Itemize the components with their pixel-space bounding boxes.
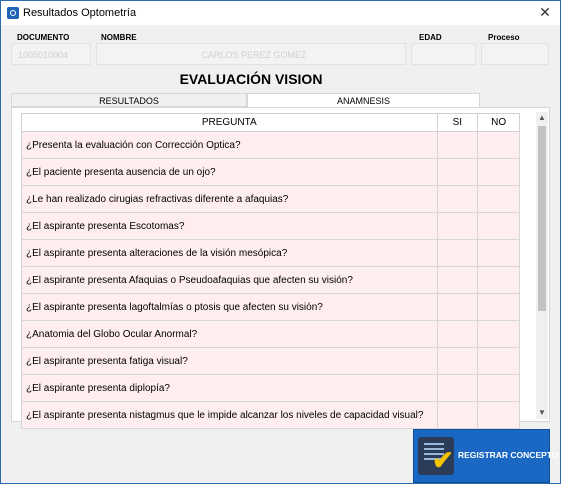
table-row [22,186,520,213]
si-checkbox-cell[interactable] [437,348,478,375]
window-title: Resultados Optometría [23,7,137,19]
question-cell: ¿Anatomia del Globo Ocular Anormal? [22,321,438,348]
title-bar [1,1,560,25]
no-checkbox-cell[interactable] [478,267,520,294]
table-row [22,348,520,375]
table-row [22,240,520,267]
si-checkbox-cell[interactable] [437,321,478,348]
no-checkbox-cell[interactable] [478,159,520,186]
registrar-concepto-label: REGISTRAR CONCEPTO [458,450,559,460]
app-icon [7,7,19,19]
close-icon[interactable]: ✕ [539,4,551,20]
table-row [22,294,520,321]
no-checkbox-cell[interactable] [478,294,520,321]
column-header-no: NO [478,114,520,132]
tab-resultados[interactable]: RESULTADOS [11,93,247,107]
si-checkbox-cell[interactable] [437,267,478,294]
table-row [22,159,520,186]
si-checkbox-cell[interactable] [437,240,478,267]
no-checkbox-cell[interactable] [478,213,520,240]
question-cell: ¿El aspirante presenta fatiga visual? [22,348,438,375]
scroll-up-icon[interactable]: ▲ [538,113,546,122]
question-cell: ¿Le han realizado cirugias refractivas diferente a afaquias? [22,186,438,213]
question-cell: ¿Presenta la evaluación con Corrección Optica? [22,132,438,159]
column-header-si: SI [437,114,478,132]
table-row [22,321,520,348]
documento-field[interactable]: 1005010004 [11,43,91,65]
tab-anamnesis[interactable]: ANAMNESIS [247,93,480,107]
table-row [22,132,520,159]
table-row [22,267,520,294]
no-checkbox-cell[interactable] [478,132,520,159]
question-cell: ¿El aspirante presenta Escotomas? [22,213,438,240]
vertical-scrollbar[interactable] [536,112,548,419]
anamnesis-panel [11,107,550,422]
edad-label: EDAD [419,33,442,42]
proceso-field[interactable] [481,43,549,65]
question-cell: ¿El aspirante presenta diplopía? [22,375,438,402]
registrar-concepto-button[interactable] [413,429,559,483]
no-checkbox-cell[interactable] [478,186,520,213]
si-checkbox-cell[interactable] [437,402,478,429]
checklist-icon: ✔ [418,437,454,475]
question-cell: ¿El paciente presenta ausencia de un ojo? [22,159,438,186]
si-checkbox-cell[interactable] [437,213,478,240]
no-checkbox-cell[interactable] [478,375,520,402]
si-checkbox-cell[interactable] [437,375,478,402]
question-cell: ¿El aspirante presenta nistagmus que le impide alcanzar los niveles de capacidad visual? [22,402,438,429]
no-checkbox-cell[interactable] [478,321,520,348]
no-checkbox-cell[interactable] [478,240,520,267]
documento-label: DOCUMENTO [17,33,70,42]
question-cell: ¿El aspirante presenta lagoftalmías o ptosis que afecten su visión? [22,294,438,321]
table-row [22,375,520,402]
si-checkbox-cell[interactable] [437,159,478,186]
question-cell: ¿El aspirante presenta alteraciones de la visión mesópica? [22,240,438,267]
si-checkbox-cell[interactable] [437,132,478,159]
scroll-down-icon[interactable]: ▼ [538,408,546,417]
no-checkbox-cell[interactable] [478,348,520,375]
no-checkbox-cell[interactable] [478,402,520,429]
edad-field[interactable] [411,43,476,65]
si-checkbox-cell[interactable] [437,186,478,213]
nombre-label: NOMBRE [101,33,137,42]
table-row [22,213,520,240]
questions-grid [21,113,520,429]
scroll-thumb[interactable] [538,126,546,311]
nombre-field[interactable]: CARLOS PEREZ GOMEZ [96,43,406,65]
column-header-pregunta: PREGUNTA [22,114,438,132]
evaluation-title: EVALUACIÓN VISION [179,71,323,87]
si-checkbox-cell[interactable] [437,294,478,321]
table-row [22,402,520,429]
proceso-label: Proceso [488,33,520,42]
question-cell: ¿El aspirante presenta Afaquias o Pseudoafaquias que afecten su visión? [22,267,438,294]
